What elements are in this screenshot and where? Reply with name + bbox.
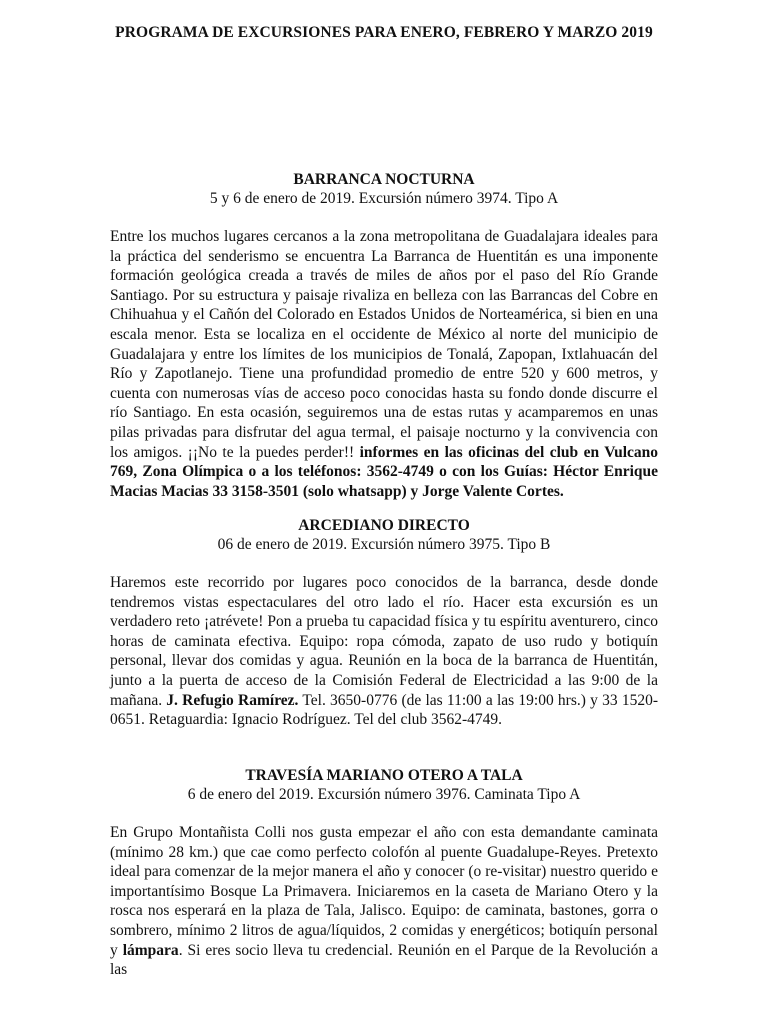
body-text: Entre los muchos lugares cercanos a la zona metropolitana de Guadalajara ideales para la práctica del senderismo se encuentra La Barranca de Huentitán es una imponente formación geológica creada a través de miles de años por el paso del Río Grande Santiago. Por su estructura y paisaje rivaliza en belleza con las Barrancas del Cobre en Chihuahua y el Cañón del Colorado en Estados Unidos de Norteamérica, si bien en una escala menor. Esta se localiza en el occidente de México al norte del municipio de Guadalajara y entre los límites de los municipios de Tonalá, Zapopan, Ixtlahuacán del Río y Zapotlanejo. Tiene una profundidad promedio de entre 520 y 600 metros, y cuenta con numerosas vías de acceso poco conocidas hasta su fondo donde discurre el río Santiago. En esta ocasión, seguiremos una de estas rutas y acamparemos en unas pilas privadas para disfrutar del agua termal, el paisaje nocturno y la convivencia con los amigos. ¡¡No te la puedes perder!! [110,228,658,461]
body-bold-text: J. Refugio Ramírez. [166,691,299,709]
section-body [110,573,658,730]
section-body [110,823,658,980]
document-title: PROGRAMA DE EXCURSIONES PARA ENERO, FEBRERO Y MARZO 2019 [115,24,653,41]
section-title: BARRANCA NOCTURNA [293,171,475,188]
body-text: Haremos este recorrido por lugares poco conocidos de la barranca, desde donde tendremos vistas espectaculares del otro lado el río. Hacer esta excursión es un verdadero reto ¡atrévete! Pon a prueba tu capacidad física y tu espíritu aventurero, cinco horas de caminata efectiva. Equipo: ropa cómoda, zapato de uso rudo y botiquín personal, llevar dos comidas y agua. Reunión en la boca de la barranca de Huentitán, junto a la puerta de acceso de la Comisión Federal de Electricidad a las 9:00 de la mañana. [110,574,658,709]
section-subtitle: 5 y 6 de enero de 2019. Excursión número 3974. Tipo A [209,190,559,207]
section-travesia-mariano-otero [110,766,658,980]
section-title: ARCEDIANO DIRECTO [298,517,470,534]
body-bold-text: lámpara [122,941,179,959]
section-subtitle: 06 de enero de 2019. Excursión número 3975. Tipo B [217,536,551,553]
section-body [110,227,658,501]
section-subtitle: 6 de enero del 2019. Excursión número 3976. Caminata Tipo A [187,786,581,803]
body-text: En Grupo Montañista Colli nos gusta empezar el año con esta demandante caminata (mínimo 28 km.) que cae como perfecto colofón al puente Guadalupe-Reyes. Pretexto ideal para comenzar de la mejor manera el año y conocer (o re-visitar) nuestro querido e importantísimo Bosque La Primavera. Iniciaremos en la caseta de Mariano Otero y la rosca nos esperará en la plaza de Tala, Jalisco. Equipo: de caminata, bastones, gorra o sombrero, mínimo 2 litros de agua/líquidos, 2 comidas y energéticos; botiquín personal y [110,824,658,959]
body-text-after: . Si eres socio lleva tu credencial. Reunión en el Parque de la Revolución a las [110,941,658,979]
body-text-after: Tel. 3650-0776 (de las 11:00 a las 19:00 hrs.) y 33 1520-0651. Retaguardia: Ignacio Rodríguez. Tel del club 3562-4749. [110,691,658,729]
section-arcediano-directo [110,516,658,730]
body-bold-text: informes en las oficinas del club en Vulcano 769, Zona Olímpica o a los teléfonos: 3562-4749 o con los Guías: Héctor Enrique Macias Macias 33 3158-3501 (solo whatsapp) y Jorge Valente Cortes. [110,443,659,500]
section-title: TRAVESÍA MARIANO OTERO A TALA [245,767,523,784]
section-barranca-nocturna [110,170,658,501]
